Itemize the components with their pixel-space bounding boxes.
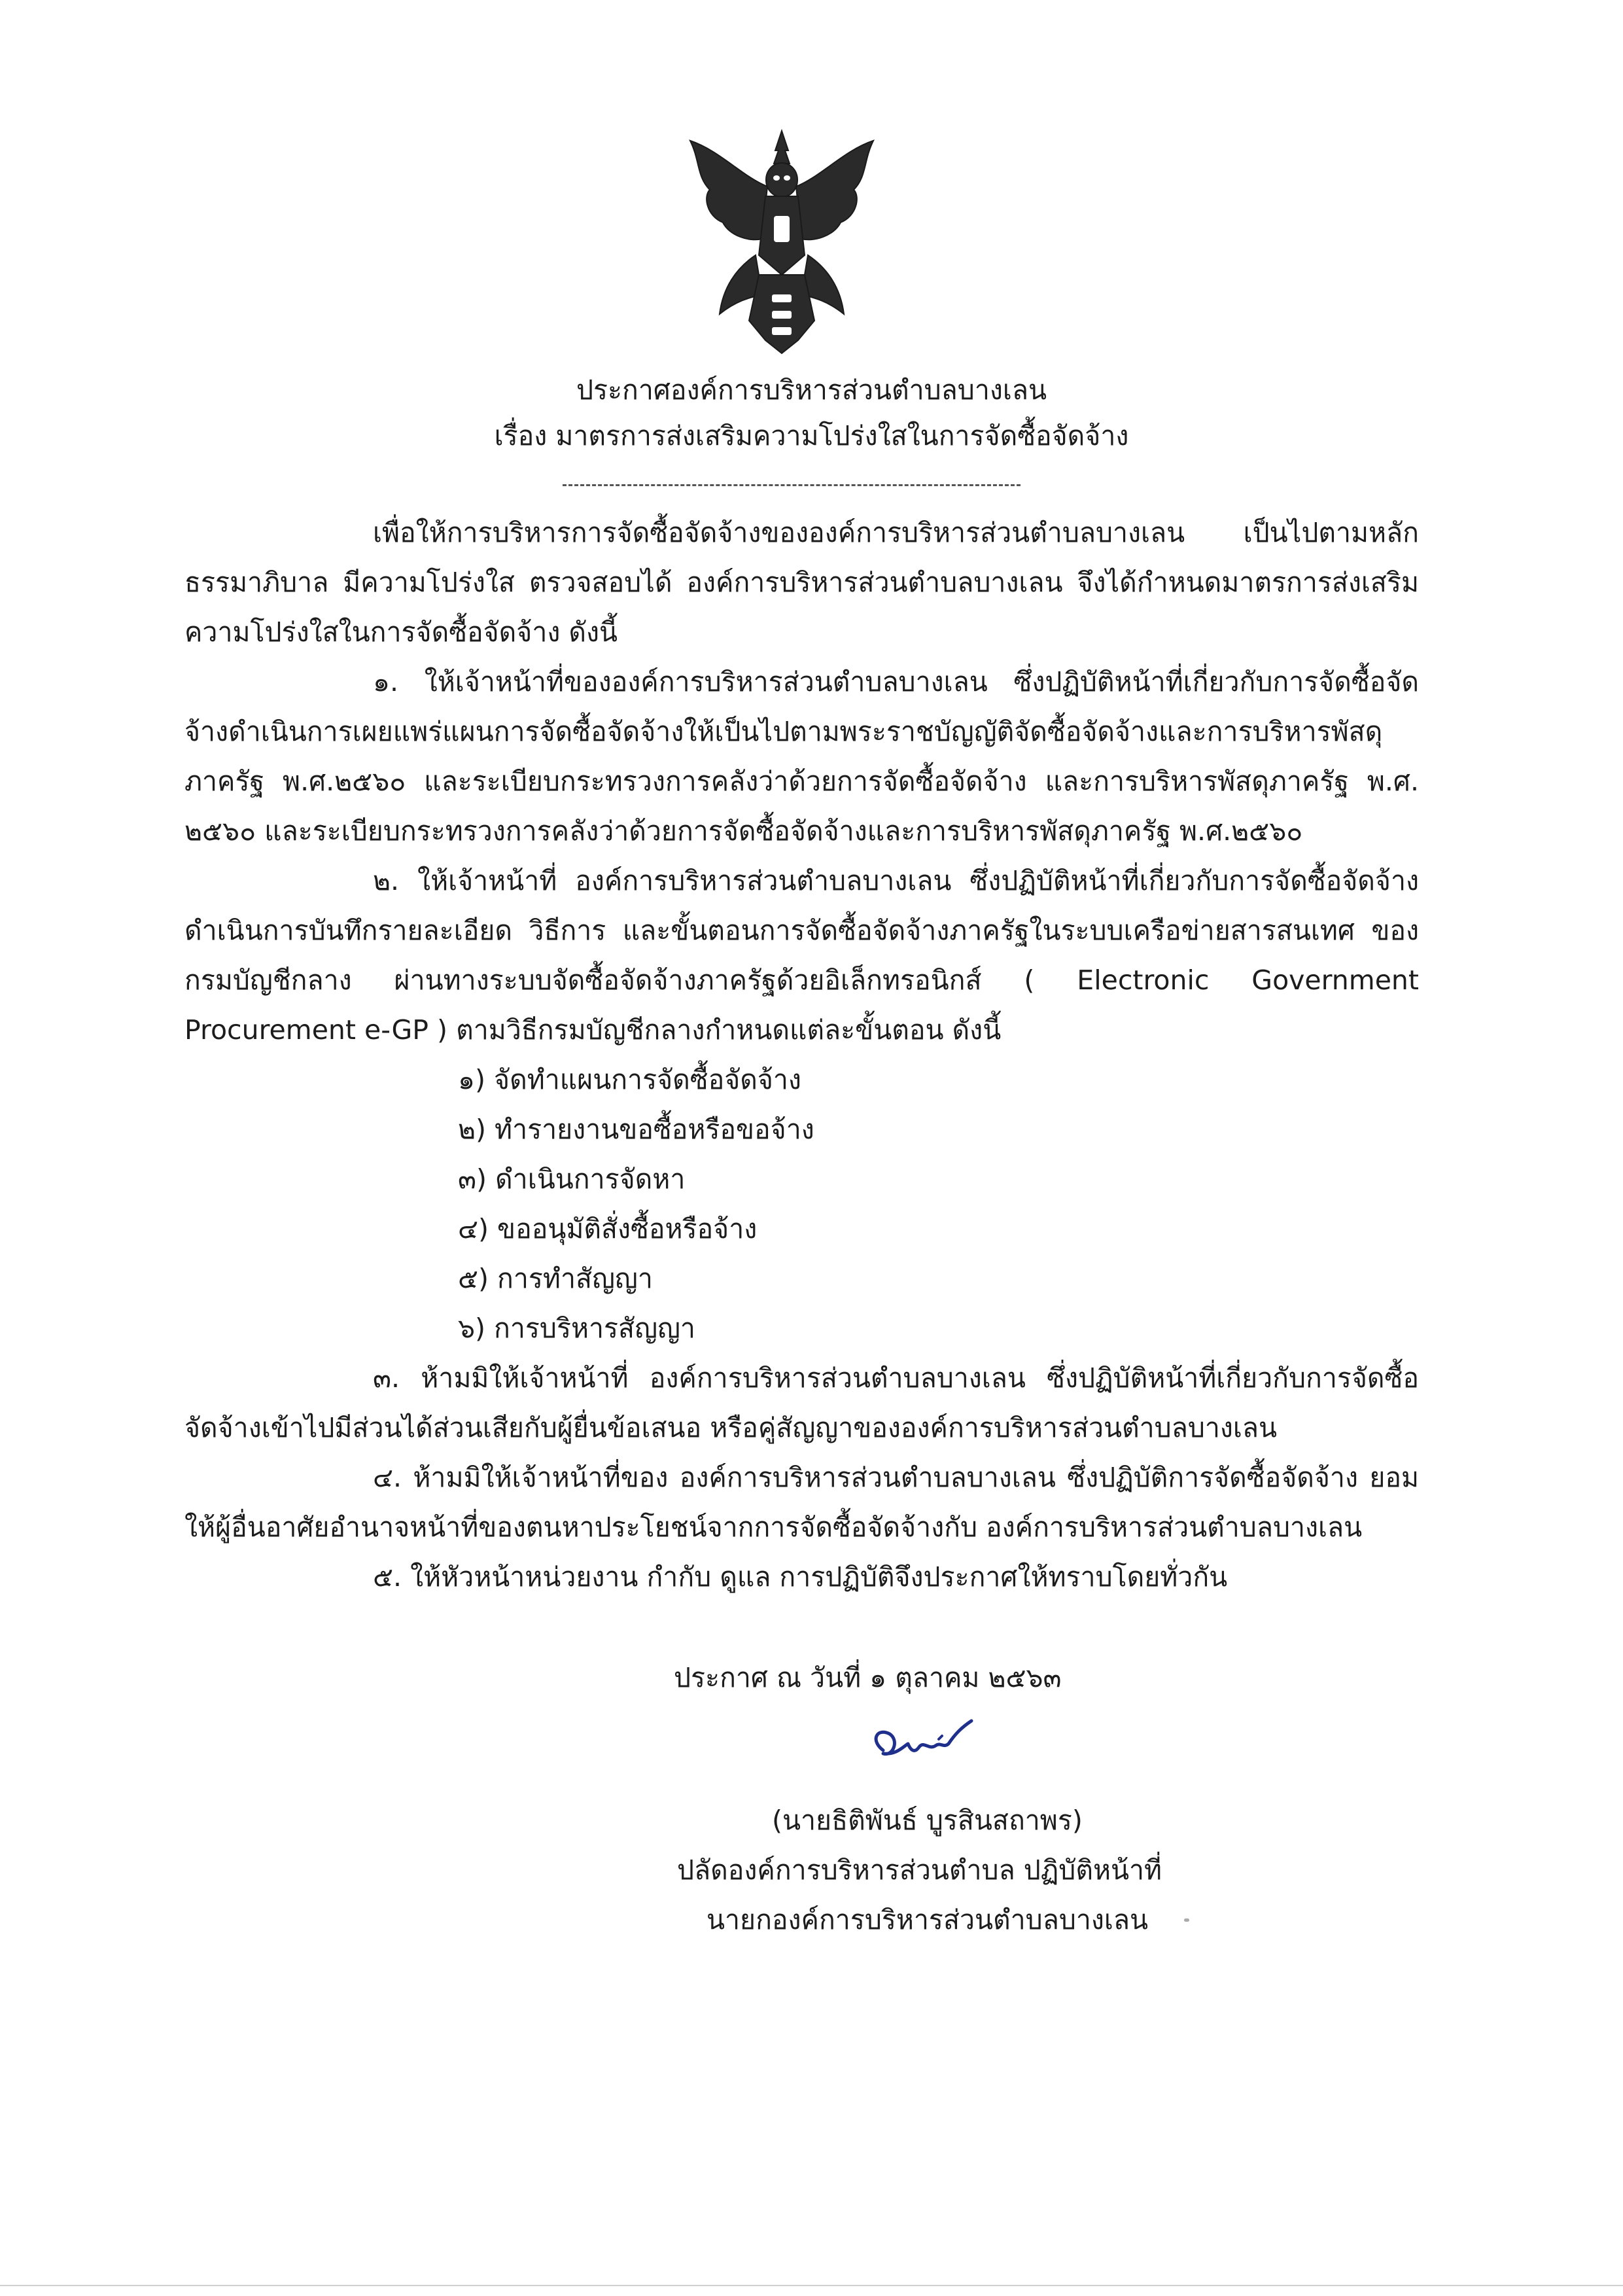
step-item-6: ๖) การบริหารสัญญา xyxy=(458,1313,695,1344)
step-item-4: ๔) ขออนุมัติสั่งซื้อหรือจ้าง xyxy=(458,1213,758,1245)
clause1-line-3: ภาครัฐ พ.ศ.๒๕๖๐ และระเบียบกระทรวงการคลังว่าด้วยการจัดซื้อจัดจ้าง และการบริหารพัสดุภาครัฐ พ.ศ. xyxy=(184,766,1419,797)
clause2-line-4: Procurement e-GP ) ตามวิธีกรมบัญชีกลางกำหนดแต่ละขั้นตอน ดังนี้ xyxy=(184,1014,1002,1046)
intro-line-3: ความโปร่งใสในการจัดซื้อจัดจ้าง ดังนี้ xyxy=(184,616,618,648)
step-item-1: ๑) จัดทำแผนการจัดซื้อจัดจ้าง xyxy=(458,1064,801,1095)
clause2-line-3: กรมบัญชีกลาง ผ่านทางระบบจัดซื้อจัดจ้างภาครัฐด้วยอิเล็กทรอนิกส์ ( Electronic Government xyxy=(184,964,1419,996)
clause1-line-1: ๑. ให้เจ้าหน้าที่ขององค์การบริหารส่วนตำบลบางเลน ซึ่งปฏิบัติหน้าที่เกี่ยวกับการจัดซื้อจัด xyxy=(373,666,1419,698)
clause4-line-1: ๔. ห้ามมิให้เจ้าหน้าที่ของ องค์การบริหารส่วนตำบลบางเลน ซึ่งปฏิบัติการจัดซื้อจัดจ้าง ยอม xyxy=(373,1462,1419,1493)
announce-date: ประกาศ ณ วันที่ ๑ ตุลาคม ๒๕๖๓ xyxy=(674,1662,1062,1693)
step-item-2: ๒) ทำรายงานขอซื้อหรือขอจ้าง xyxy=(458,1114,814,1145)
stray-mark xyxy=(1184,1918,1189,1922)
clause4-line-2: ให้ผู้อื่นอาศัยอำนาจหน้าที่ของตนหาประโยชน์จากการจัดซื้อจัดจ้างกับ องค์การบริหารส่วนตำบลบางเลน xyxy=(184,1511,1363,1543)
handwritten-signature xyxy=(864,1714,981,1773)
clause2-line-1: ๒. ให้เจ้าหน้าที่ องค์การบริหารส่วนตำบลบางเลน ซึ่งปฏิบัติหน้าที่เกี่ยวกับการจัดซื้อจัดจ้าง xyxy=(373,865,1419,896)
signer-position-1: ปลัดองค์การบริหารส่วนตำบล ปฏิบัติหน้าที่ xyxy=(677,1854,1162,1886)
step-item-5: ๕) การทำสัญญา xyxy=(458,1263,653,1294)
signer-name: (นายธิติพันธ์ บูรสินสถาพร) xyxy=(772,1805,1083,1836)
document-title: ประกาศองค์การบริหารส่วนตำบลบางเลน xyxy=(576,374,1047,406)
clause2-line-2: ดำเนินการบันทึกรายละเอียด วิธีการ และขั้นตอนการจัดซื้อจัดจ้างภาครัฐในระบบเครือข่ายสารสนเทศ ของ xyxy=(184,915,1419,946)
signer-position-2: นายกองค์การบริหารส่วนตำบลบางเลน xyxy=(707,1904,1149,1935)
clause3-line-2: จัดจ้างเข้าไปมีส่วนได้ส่วนเสียกับผู้ยื่นข้อเสนอ หรือคู่สัญญาขององค์การบริหารส่วนตำบลบางเลน xyxy=(184,1412,1278,1443)
clause1-line-2: จ้างดำเนินการเผยแพร่แผนการจัดซื้อจัดจ้างให้เป็นไปตามพระราชบัญญัติจัดซื้อจัดจ้างและการบริหารพัสดุ xyxy=(184,716,1383,747)
clause5-line: ๕. ให้หัวหน้าหน่วยงาน กำกับ ดูแล การปฏิบัติจึงประกาศให้ทราบโดยทั่วกัน xyxy=(373,1561,1228,1593)
intro-line-2: ธรรมาภิบาล มีความโปร่งใส ตรวจสอบได้ องค์การบริหารส่วนตำบลบางเลน จึงได้กำหนดมาตรการส่งเสริม xyxy=(184,567,1419,598)
step-item-3: ๓) ดำเนินการจัดหา xyxy=(458,1163,686,1195)
document-subject: เรื่อง มาตรการส่งเสริมความโปร่งใสในการจัดซื้อจัดจ้าง xyxy=(494,420,1129,451)
clause3-line-1: ๓. ห้ามมิให้เจ้าหน้าที่ องค์การบริหารส่วนตำบลบางเลน ซึ่งปฏิบัติหน้าที่เกี่ยวกับการจัดซื้อ xyxy=(373,1362,1419,1394)
garuda-emblem-icon xyxy=(684,124,880,360)
intro-line-1: เพื่อให้การบริหารการจัดซื้อจัดจ้างขององค์การบริหารส่วนตำบลบางเลน เป็นไปตามหลัก xyxy=(373,517,1419,548)
scan-edge-line xyxy=(0,2285,1623,2286)
header-divider xyxy=(563,484,1021,486)
clause1-line-4: ๒๕๖๐ และระเบียบกระทรวงการคลังว่าด้วยการจัดซื้อจัดจ้างและการบริหารพัสดุภาครัฐ พ.ศ.๒๕๖๐ xyxy=(184,815,1303,847)
